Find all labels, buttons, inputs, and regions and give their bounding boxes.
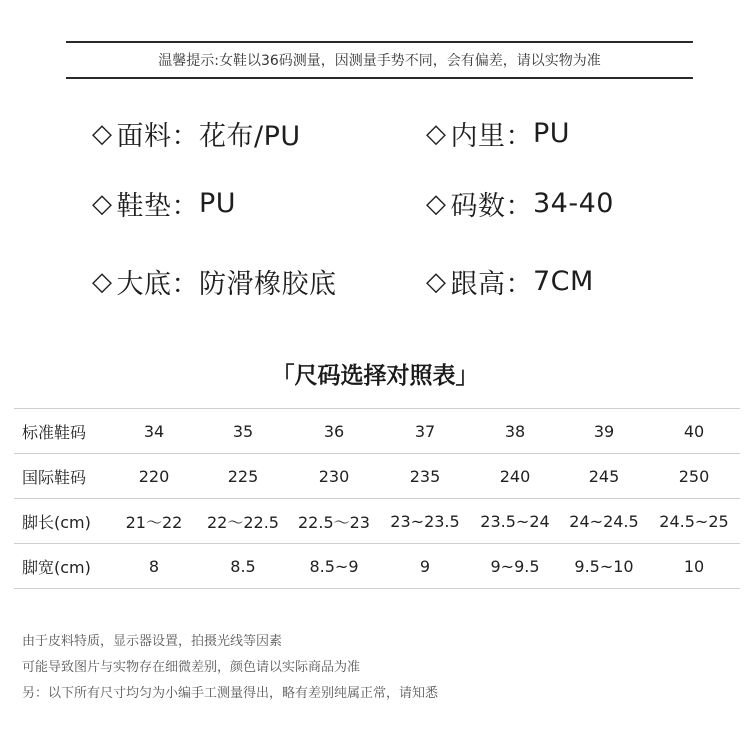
table-cell: 245 [560,454,648,499]
table-cell: 225 [198,454,288,499]
table-cell: 34 [110,409,198,454]
notice-banner [66,41,693,79]
diamond-icon: ◇ [426,266,447,297]
spec-value: 防滑橡胶底 [199,269,337,300]
spec-value: 34-40 [533,188,614,219]
spec-value: 花布/PU [199,121,301,152]
spec-label: 大底： [116,269,199,300]
footnote-line-2: 可能导致图片与实物存在细微差别，颜色请以实际商品为准 [22,660,361,675]
table-cell: 10 [648,544,740,589]
table-row-standard-size [14,409,740,454]
spec-fabric [92,114,301,153]
footnote-line-3: 另：以下所有尺寸均匀为小编手工测量得出，略有差别纯属正常，请知悉 [22,686,439,701]
table-cell: 35 [198,409,288,454]
table-cell: 235 [380,454,470,499]
spec-label: 鞋垫： [116,191,199,222]
spec-label: 面料： [116,121,199,152]
table-row-foot-length [14,499,740,544]
table-cell: 24.5~25 [648,499,740,544]
spec-value: 7CM [533,266,594,297]
size-chart-title: 「尺码选择对照表」 [271,363,479,389]
spec-label: 内里： [450,121,533,152]
spec-lining [426,114,570,153]
spec-label: 跟高： [450,269,533,300]
table-row-foot-width [14,544,740,589]
table-cell: 220 [110,454,198,499]
table-cell: 23.5~24 [470,499,560,544]
table-cell: 21～22 [110,499,198,544]
table-cell: 36 [288,409,380,454]
table-cell: 250 [648,454,740,499]
size-chart-table [14,408,740,589]
table-cell: 9 [380,544,470,589]
spec-outsole [92,262,337,301]
row-header: 标准鞋码 [14,409,110,454]
table-cell: 22.5～23 [288,499,380,544]
table-row-international-size [14,454,740,499]
table-cell: 38 [470,409,560,454]
table-cell: 8.5~9 [288,544,380,589]
row-header: 脚长(cm) [14,499,110,544]
table-cell: 37 [380,409,470,454]
table-cell: 23~23.5 [380,499,470,544]
footnote-line-1: 由于皮料特质，显示器设置，拍摄光线等因素 [22,634,283,649]
table-cell: 22～22.5 [198,499,288,544]
spec-value: PU [199,188,237,219]
table-cell: 240 [470,454,560,499]
table-cell: 9.5~10 [560,544,648,589]
diamond-icon: ◇ [92,118,113,149]
table-cell: 9~9.5 [470,544,560,589]
spec-heel-height [426,262,594,301]
notice-text: 温馨提示:女鞋以36码测量，因测量手势不同，会有偏差，请以实物为准 [158,53,601,69]
table-cell: 39 [560,409,648,454]
table-cell: 24~24.5 [560,499,648,544]
row-header: 脚宽(cm) [14,544,110,589]
table-cell: 8.5 [198,544,288,589]
spec-insole [92,184,236,223]
table-cell: 230 [288,454,380,499]
spec-size-range [426,184,614,223]
row-header: 国际鞋码 [14,454,110,499]
table-cell: 40 [648,409,740,454]
diamond-icon: ◇ [426,188,447,219]
spec-value: PU [533,118,571,149]
diamond-icon: ◇ [426,118,447,149]
spec-label: 码数： [450,191,533,222]
diamond-icon: ◇ [92,188,113,219]
table-cell: 8 [110,544,198,589]
diamond-icon: ◇ [92,266,113,297]
